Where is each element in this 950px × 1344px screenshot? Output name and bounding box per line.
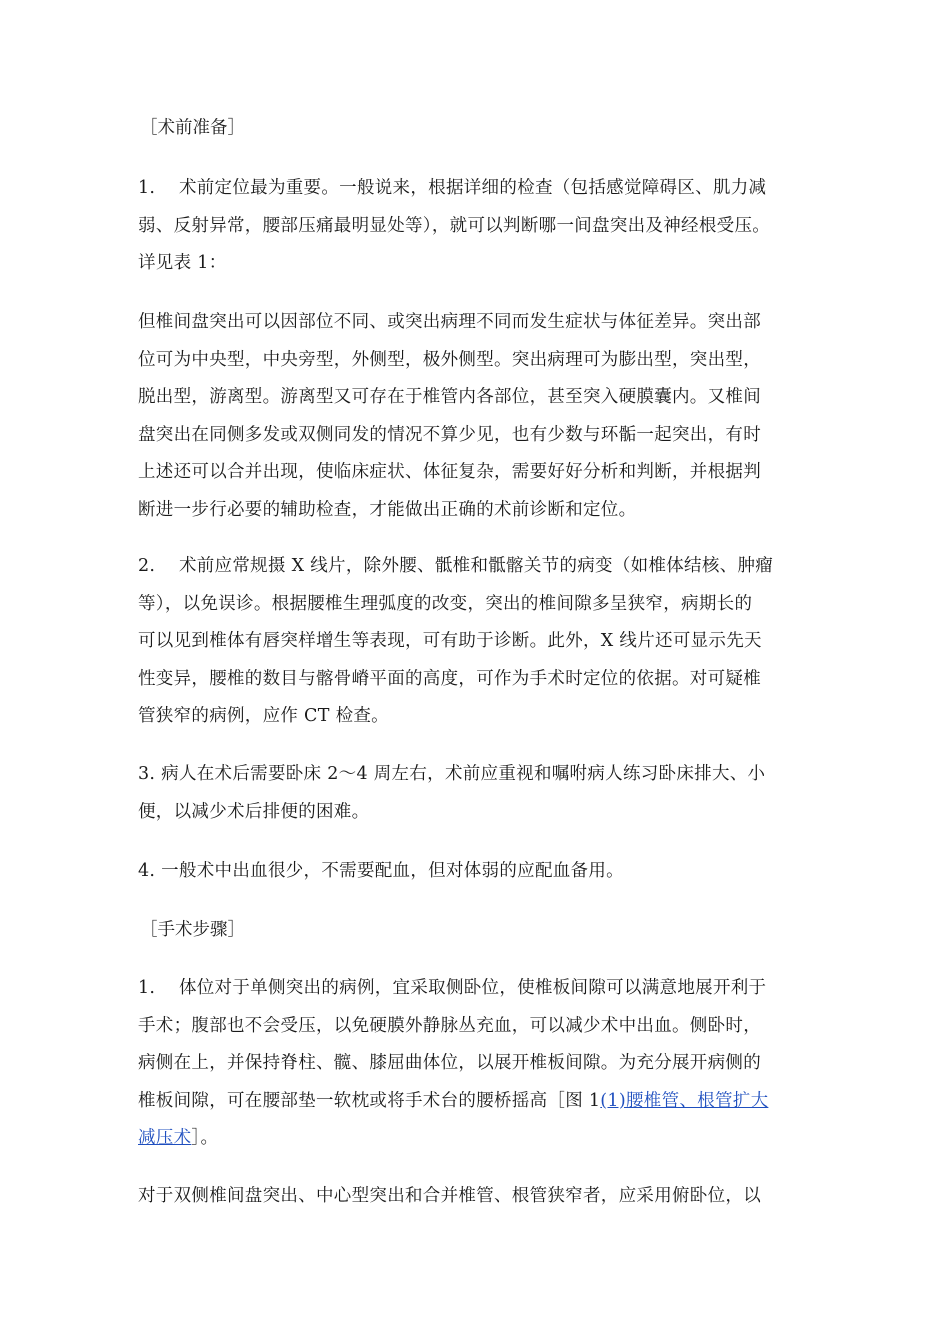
- paragraph-preop-location-detail: [138, 304, 818, 529]
- text-line: 性变异，腰椎的数目与髂骨嵴平面的高度，可作为手术时定位的依据。对可疑椎: [138, 668, 761, 689]
- figure-link-decompression[interactable]: (1)腰椎管、根管扩大: [600, 1090, 769, 1111]
- text-segment: 椎板间隙，可在腰部垫一软枕或将手术台的腰桥摇高［图 1: [138, 1090, 601, 1111]
- text-line: [138, 1120, 818, 1158]
- text-line: 详见表 1：: [138, 253, 227, 273]
- text-line: 可以见到椎体有唇突样增生等表现，可有助于诊断。此外，X 线片还可显示先天: [138, 631, 762, 651]
- text-line: 断进一步行必要的辅助检查，才能做出正确的术前诊断和定位。: [138, 499, 637, 520]
- text-line: 等），以免误诊。根据腰椎生理弧度的改变，突出的椎间隙多呈狭窄，病期长的: [138, 593, 753, 614]
- text-line: 手术；腹部也不会受压，以免硬膜外静脉丛充血，可以减少术中出血。侧卧时，: [138, 1015, 761, 1036]
- paragraph-preop-1: [138, 170, 818, 283]
- text-line: 弱、反射异常，腰部压痛最明显处等），就可以判断哪一间盘突出及神经根受压。: [138, 215, 771, 236]
- section-heading-steps: ［手术步骤］: [140, 920, 245, 940]
- paragraph-steps-1: [138, 970, 818, 1158]
- text-line: 1. 体位对于单侧突出的病例，宜采取侧卧位，使椎板间隙可以满意地展开利于: [138, 978, 767, 998]
- text-line: 但椎间盘突出可以因部位不同、或突出病理不同而发生症状与体征差异。突出部: [138, 312, 761, 332]
- figure-link-decompression-cont[interactable]: 减压术: [138, 1128, 192, 1148]
- text-line: 3. 病人在术后需要卧床 2～4 周左右，术前应重视和嘱咐病人练习卧床排大、小: [138, 764, 766, 784]
- text-line: 盘突出在同侧多发或双侧同发的情况不算少见，也有少数与环骺一起突出，有时: [138, 424, 761, 445]
- section-heading-preop: ［术前准备］: [140, 118, 245, 138]
- paragraph-preop-4: [138, 853, 818, 891]
- text-line: 上述还可以合并出现，使临床症状、体征复杂，需要好好分析和判断，并根据判: [138, 462, 761, 482]
- text-segment: ］。: [191, 1128, 219, 1148]
- text-line: [138, 1083, 818, 1121]
- paragraph-steps-2: [138, 1178, 818, 1216]
- text-line: 4. 一般术中出血很少，不需要配血，但对体弱的应配血备用。: [138, 861, 624, 881]
- text-line: 1. 术前定位最为重要。一般说来，根据详细的检查（包括感觉障碍区、肌力减: [138, 178, 767, 198]
- text-line: 位可为中央型，中央旁型，外侧型，极外侧型。突出病理可为膨出型，突出型，: [138, 349, 761, 370]
- text-line: 脱出型，游离型。游离型又可存在于椎管内各部位，甚至突入硬膜囊内。又椎间: [138, 387, 761, 407]
- text-line: 2. 术前应常规摄 X 线片，除外腰、骶椎和骶髂关节的病变（如椎体结核、肿瘤: [138, 556, 774, 576]
- text-line: 对于双侧椎间盘突出、中心型突出和合并椎管、根管狭窄者，应采用俯卧位，以: [138, 1186, 761, 1206]
- text-line: 便，以减少术后排便的困难。: [138, 801, 370, 822]
- paragraph-preop-3: [138, 756, 818, 831]
- text-line: 管狭窄的病例，应作 CT 检查。: [138, 706, 389, 726]
- paragraph-preop-2: [138, 548, 818, 736]
- text-line: 病侧在上，并保持脊柱、髋、膝屈曲体位，以展开椎板间隙。为充分展开病侧的: [138, 1053, 761, 1073]
